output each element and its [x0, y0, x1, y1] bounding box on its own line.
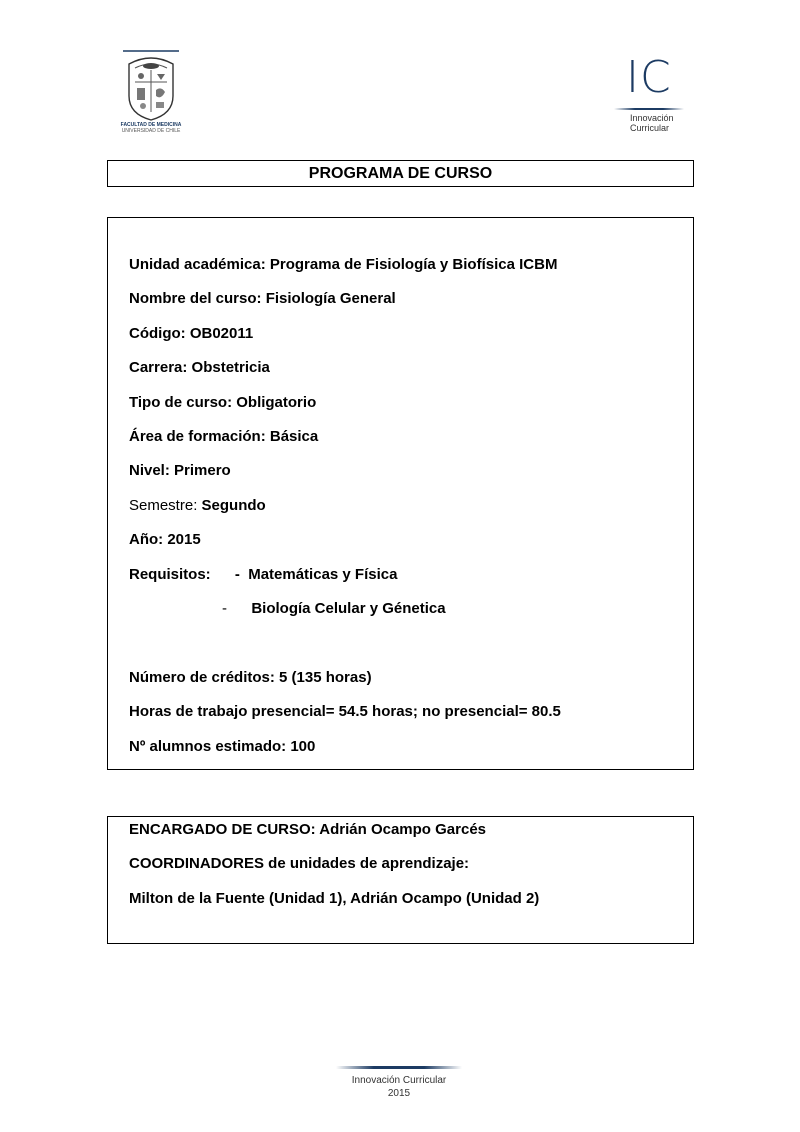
encargado-box	[107, 816, 694, 944]
requisitos: Requisitos: - Matemáticas y Física	[129, 566, 398, 583]
logo-subtitle	[630, 113, 674, 133]
requisito-item: Biología Celular y Génetica	[251, 600, 446, 617]
coordinadores-label: COORDINADORES de unidades de aprendizaje:	[129, 855, 470, 872]
footer-line	[336, 1066, 462, 1069]
logo-caption-line2: UNIVERSIDAD DE CHILE	[121, 128, 181, 134]
carrera: Carrera: Obstetricia	[129, 359, 270, 376]
nivel: Nivel: Primero	[129, 462, 231, 479]
creditos: Número de créditos: 5 (135 horas)	[129, 669, 372, 686]
alumnos-estimado: Nº alumnos estimado: 100	[129, 738, 316, 755]
anio: Año: 2015	[129, 531, 201, 548]
requisito-item-2: - Biología Celular y Génetica	[222, 600, 446, 617]
unidad-academica: Unidad académica: Programa de Fisiología y Biofísica ICBM	[129, 256, 558, 273]
semestre-label: Semestre:	[129, 497, 198, 514]
requisitos-label: Requisitos:	[129, 566, 211, 583]
innovacion-curricular-logo	[612, 52, 688, 136]
semestre	[129, 497, 266, 515]
logo-subtitle-line1: Innovación	[630, 113, 674, 123]
course-info-box	[107, 217, 694, 770]
footer-logo	[336, 1066, 462, 1106]
footer-line2: 2015	[387, 1088, 411, 1099]
title-box	[107, 160, 694, 187]
semestre-value: Segundo	[201, 497, 266, 514]
logo-caption	[117, 122, 185, 134]
encargado-curso: ENCARGADO DE CURSO: Adrián Ocampo Garcés	[129, 821, 487, 838]
logo-caption-line1: FACULTAD DE MEDICINA	[120, 122, 182, 128]
coordinadores-names: Milton de la Fuente (Unidad 1), Adrián Ocampo (Unidad 2)	[129, 890, 540, 907]
ic-letters: IC	[626, 52, 672, 103]
tipo-curso: Tipo de curso: Obligatorio	[129, 394, 317, 411]
area-formacion: Área de formación: Básica	[129, 428, 319, 445]
logo-underline	[614, 108, 684, 110]
page-title: PROGRAMA DE CURSO	[308, 165, 493, 182]
horas-trabajo: Horas de trabajo presencial= 54.5 horas; no presencial= 80.5	[129, 703, 561, 720]
nombre-curso: Nombre del curso: Fisiología General	[129, 290, 396, 307]
codigo: Código: OB02011	[129, 325, 254, 342]
facultad-medicina-logo	[121, 48, 181, 138]
requisito-item: Matemáticas y Física	[248, 566, 398, 583]
logo-subtitle-line2: Curricular	[630, 123, 670, 133]
footer-text	[336, 1074, 462, 1100]
footer-line1: Innovación Curricular	[351, 1075, 447, 1086]
